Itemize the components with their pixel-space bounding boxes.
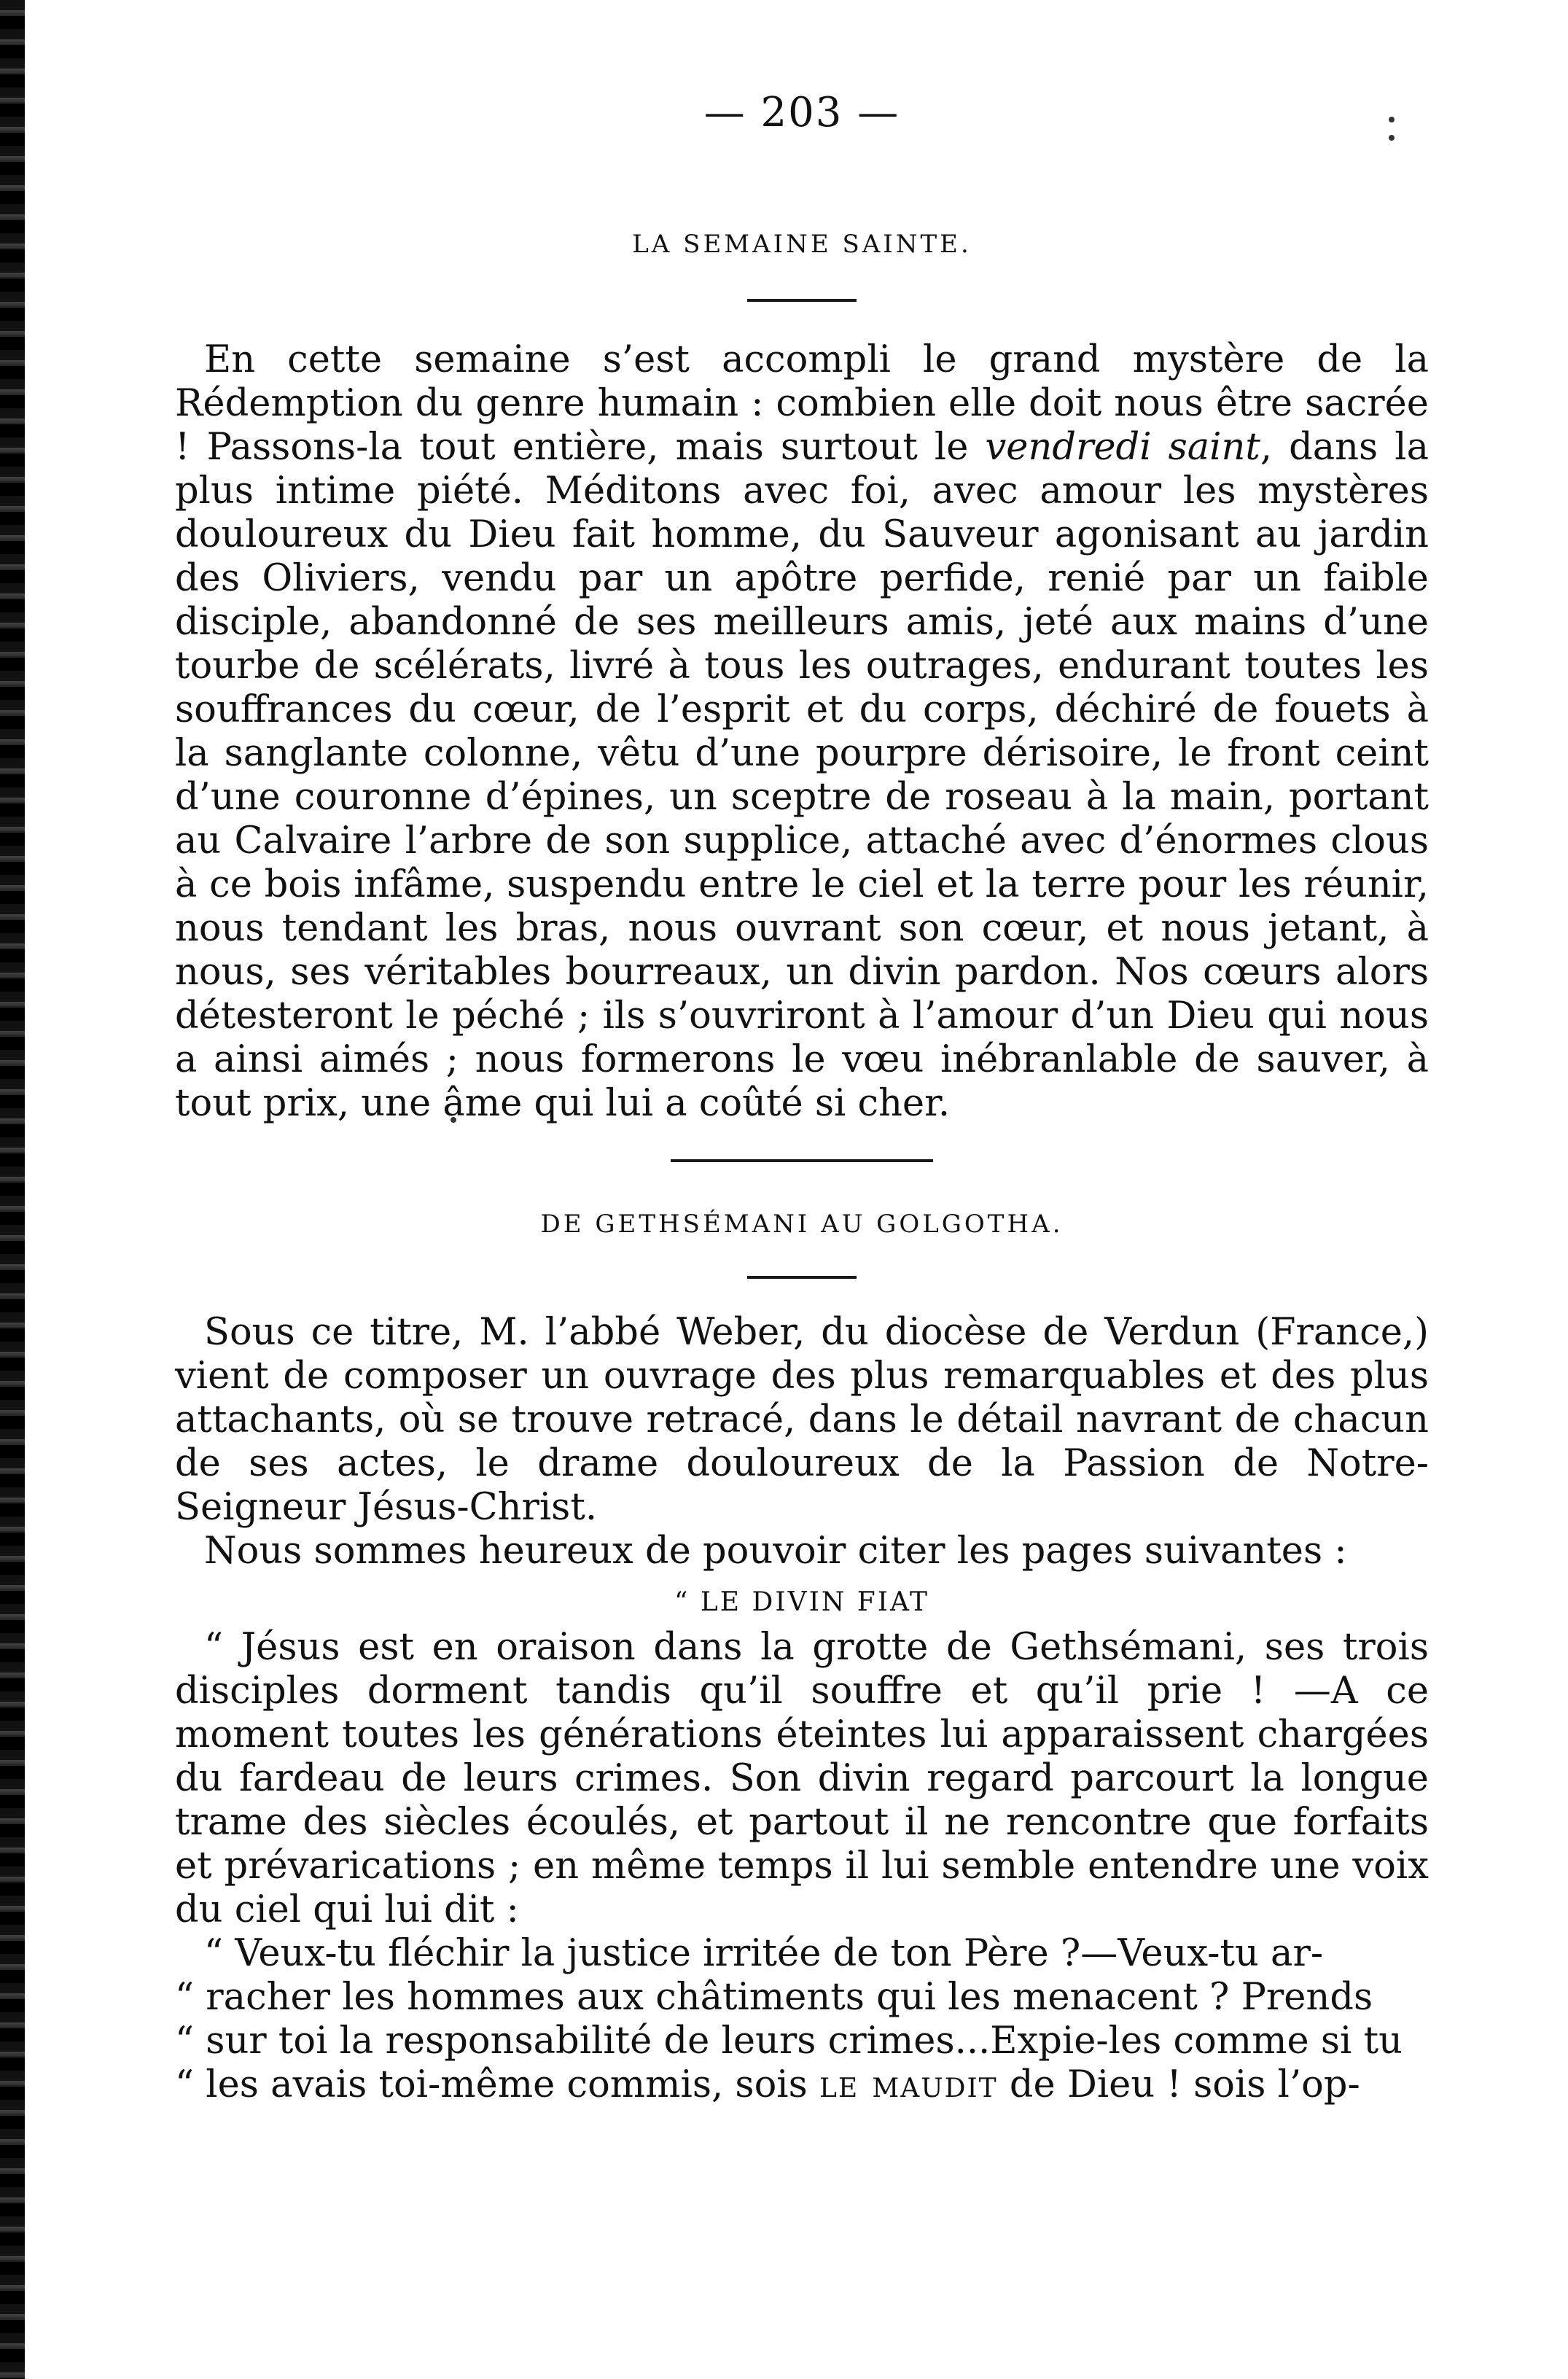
section-title-semaine-sainte: LA SEMAINE SAINTE.	[632, 230, 972, 259]
quote-line-last	[175, 2063, 1429, 2107]
scan-binding-edge	[0, 0, 25, 2379]
quote-text: “ les avais toi-même commis, sois	[175, 2063, 819, 2106]
paragraph-semaine-sainte	[175, 338, 1429, 1126]
paragraph-citation-intro: Nous sommes heureux de pouvoir citer les pages suivantes :	[204, 1530, 1347, 1573]
page-content	[175, 87, 1429, 2107]
section-divider	[671, 1159, 933, 1162]
quote-text: de Dieu ! sois l’op-	[997, 2063, 1360, 2106]
title-divider	[747, 299, 857, 302]
section-title-gethsemani: DE GETHSÉMANI AU GOLGOTHA.	[540, 1210, 1064, 1239]
paragraph-text: En cette semaine s’est accompli le grand mystère de la Rédemption du genre humain : combien elle doit nous être sacrée ! Passons-la tout entière, mais surtout le	[175, 338, 1429, 469]
quote-line: “ Veux-tu fléchir la justice irritée de ton Père ?—Veux-tu ar-	[204, 1932, 1324, 1975]
emphasis-vendredi-saint: vendredi saint	[985, 426, 1260, 469]
smallcaps-le-maudit: le maudit	[819, 2063, 998, 2106]
quote-line: “ sur toi la responsabilité de leurs crimes...Expie-les comme si tu	[175, 2020, 1403, 2063]
subheading-divin-fiat: “ LE DIVIN FIAT	[674, 1587, 929, 1617]
title-divider	[747, 1276, 857, 1279]
quote-line: “ racher les hommes aux châtiments qui les menacent ? Prends	[175, 1976, 1373, 2019]
paragraph-text: , dans la plus intime piété. Méditons avec foi, avec amour les mystères douloureux du Dieu fait homme, du Sauveur agonisant au jardin des Oliviers, vendu par un apôtre perfide, renié par un faible disciple, abandonné de ses meilleurs amis, jeté aux mains d’une tourbe de scélérats, livré à tous les outrages, endurant toutes les souffrances du cœur, de l’esprit et du corps, déchiré de fouets à la sanglante colonne, vêtu d’une pourpre dérisoire, le front ceint d’une couronne d’épines, un sceptre de roseau à la main, portant au Calvaire l’arbre de son supplice, attaché avec d’énormes clous à ce bois infâme, suspendu entre le ciel et la terre pour les réunir, nous tendant les bras, nous ouvrant son cœur, et nous jetant, à nous, ses véritables bourreaux, un divin pardon. Nos cœurs alors détesteront le péché ; ils s’ouvriront à l’amour d’un Dieu qui nous a ainsi aimés ; nous formerons le vœu inébranlable de sauver, à tout prix, une âme qui lui a coûté si cher.	[175, 426, 1429, 1125]
page-number: — 203 —	[703, 89, 900, 136]
paragraph-weber: Sous ce titre, M. l’abbé Weber, du diocèse de Verdun (France,) vient de composer un ouvrage des plus remarquables et des plus attachants, où se trouve retracé, dans le détail navrant de chacun de ses actes, le drame douloureux de la Passion de Notre-Seigneur Jésus-Christ.	[175, 1311, 1429, 1529]
paragraph-gethsemani: “ Jésus est en oraison dans la grotte de Gethsémani, ses trois disciples dorment tandis qu’il souffre et qu’il prie ! —A ce moment toutes les générations éteintes lui apparaissent chargées du fardeau de leurs crimes. Son divin regard parcourt la longue trame des siècles écoulés, et partout il ne rencontre que forfaits et prévarications ; en même temps il lui semble entendre une voix du ciel qui lui dit :	[175, 1626, 1429, 1931]
